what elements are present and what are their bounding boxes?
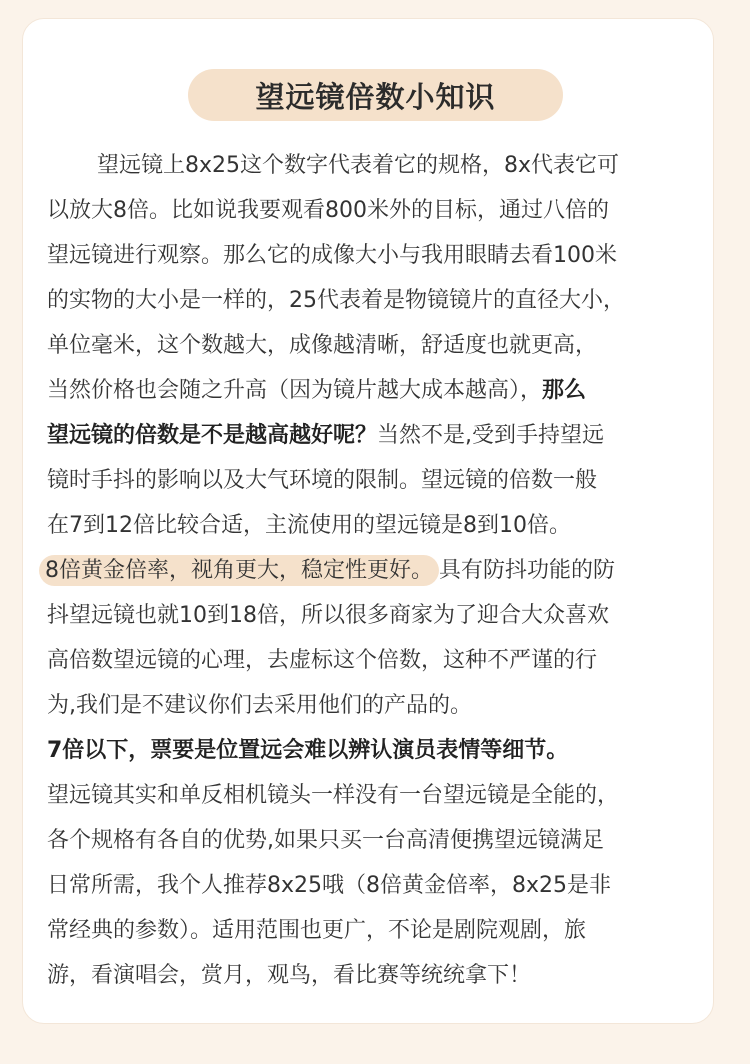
article-body bbox=[47, 143, 707, 998]
line-text: 当然不是,受到手持望远 bbox=[377, 423, 605, 448]
paragraph-line: 单位毫米，这个数越大，成像越清晰，舒适度也就更高， bbox=[47, 333, 598, 358]
paragraph-line: 在7到12倍比较合适，主流使用的望远镜是8到10倍。 bbox=[47, 513, 571, 538]
line-text: 当然价格也会随之升高（因为镜片越大成本越高）， bbox=[47, 378, 543, 403]
article-card bbox=[22, 18, 714, 1024]
paragraph-line: 以放大8倍。比如说我要观看800米外的目标，通过八倍的 bbox=[47, 198, 609, 223]
paragraph-line bbox=[47, 548, 707, 593]
paragraph-line: 游，看演唱会，赏月，观鸟，看比赛等统统拿下！ bbox=[47, 963, 532, 988]
paragraph-line: 高倍数望远镜的心理，去虚标这个倍数，这种不严谨的行 bbox=[47, 648, 598, 673]
line-text: 望远镜上8x25这个数字代表着它的规格，8x代表它可 bbox=[97, 153, 620, 178]
paragraph-line bbox=[47, 143, 707, 188]
paragraph-line bbox=[47, 413, 707, 458]
paragraph-line: 日常所需，我个人推荐8x25哦（8倍黄金倍率，8x25是非 bbox=[47, 873, 612, 898]
paragraph-line: 望远镜其实和单反相机镜头一样没有一台望远镜是全能的， bbox=[47, 783, 620, 808]
paragraph-line bbox=[47, 368, 707, 413]
paragraph-line: 镜时手抖的影响以及大气环境的限制。望远镜的倍数一般 bbox=[47, 468, 598, 493]
paragraph-line: 望远镜进行观察。那么它的成像大小与我用眼睛去看100米 bbox=[47, 243, 617, 268]
paragraph-line: 的实物的大小是一样的，25代表着是物镜镜片的直径大小， bbox=[47, 288, 625, 313]
paragraph-line: 抖望远镜也就10到18倍，所以很多商家为了迎合大众喜欢 bbox=[47, 603, 609, 628]
article-title: 望远镜倍数小知识 bbox=[188, 69, 563, 121]
bold-text: 那么 bbox=[542, 378, 587, 403]
line-text: 具有防抖功能的防 bbox=[439, 558, 616, 583]
paragraph-line: 为,我们是不建议你们去采用他们的产品的。 bbox=[47, 693, 472, 718]
paragraph-line: 各个规格有各自的优势,如果只买一台高清便携望远镜满足 bbox=[47, 828, 604, 853]
highlight-text: 8倍黄金倍率，视角更大，稳定性更好。 bbox=[39, 555, 439, 586]
paragraph-line: 常经典的参数）。适用范围也更广，不论是剧院观剧，旅 bbox=[47, 918, 587, 943]
bold-text: 望远镜的倍数是不是越高越好呢？ bbox=[47, 423, 378, 448]
bold-line: 7倍以下，票要是位置远会难以辨认演员表情等细节。 bbox=[47, 738, 569, 763]
